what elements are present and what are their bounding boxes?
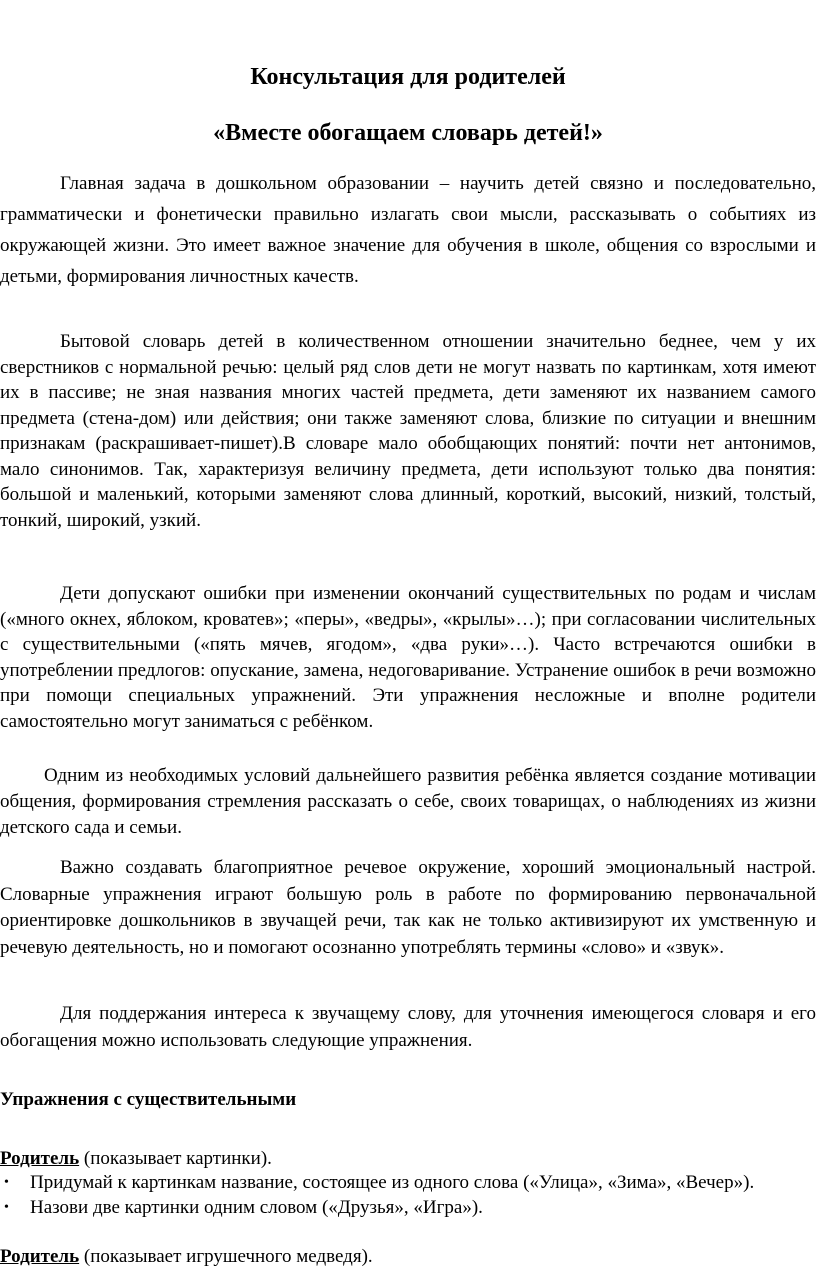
- list-item: [0, 1195, 816, 1220]
- paragraph-main-task: Главная задача в дошкольном образовании – научить детей связно и последовательно, грамматически и фонетически правильно излагать свои мысли, рассказывать о событиях из окружающей жизни. Это имеет важное значение для обучения в школе, общения со взрослыми и детьми, формирования личностных качеств.: [0, 173, 816, 287]
- list-item: [0, 1170, 816, 1195]
- parent-action: (показывает картинки).: [79, 1148, 272, 1169]
- list-item-text: Придумай к картинкам название, состоящее из одного слова («Улица», «Зима», «Вечер»).: [30, 1172, 755, 1193]
- paragraph-environment: Важно создавать благоприятное речевое окружение, хороший эмоциональный настрой. Словарные упражнения играют большую роль в работе по формированию первоначальной ориентировке дошкольников в звучащей речи, так как не только активизируют их умственную и речевую деятельность, но и помогают осознанно употреблять термины «слово» и «звук».: [0, 857, 816, 958]
- parent-instruction-pictures: [0, 1146, 272, 1172]
- paragraph-motivation: Одним из необходимых условий дальнейшего развития ребёнка является создание мотивации общения, формирования стремления рассказать о себе, своих товарищах, о наблюдениях из жизни детского сада и семьи.: [0, 765, 816, 838]
- list-item-text: Назови две картинки одним словом («Друзья», «Игра»).: [30, 1197, 483, 1218]
- bullet-icon: •: [4, 1175, 9, 1190]
- parent-action: (показывает игрушечного медведя).: [79, 1246, 373, 1267]
- paragraph-errors: Дети допускают ошибки при изменении окончаний существительных по родам и числам («много окнех, яблоком, кроватев»; «перы», «ведры», «крылы»…); при согласовании числительных с существительными («пять мячев, ягодом», «два руки»…). Часто встречаются ошибки в употреблении предлогов: опускание, замена, недоговаривание. Устранение ошибок в речи возможно при помощи специальных упражнений. Эти упражнения несложные и вполне родители самостоятельно могут заниматься с ребёнком.: [0, 583, 816, 732]
- exercise-list: [0, 1170, 816, 1220]
- parent-label: Родитель: [0, 1246, 80, 1267]
- parent-label: Родитель: [0, 1148, 80, 1169]
- paragraph-vocabulary: Бытовой словарь детей в количественном отношении значительно беднее, чем у их сверстников с нормальной речью: целый ряд слов дети не могут назвать по картинкам, хотя имеют их в пассиве; не зная названия многих частей предмета, дети заменяют их названием самого предмета (стена-дом) или действия; они также заменяют слова, близкие по ситуации и внешним признакам (раскрашивает-пишет).В словаре мало обобщающих понятий: почти нет антонимов, мало синонимов. Так, характеризуя величину предмета, дети используют только два понятия: большой и маленький, которыми заменяют слова длинный, короткий, высокий, низкий, толстый, тонкий, широкий, узкий.: [0, 331, 816, 531]
- section-heading-nouns: Упражнения с существительными: [0, 1089, 297, 1110]
- bullet-icon: •: [4, 1200, 9, 1215]
- document-title: Консультация для родителей: [250, 64, 566, 90]
- document-subtitle: «Вместе обогащаем словарь детей!»: [213, 120, 603, 146]
- parent-instruction-bear: [0, 1244, 373, 1270]
- paragraph-exercises-intro: Для поддержания интереса к звучащему слову, для уточнения имеющегося словаря и его обогащения можно использовать следующие упражнения.: [0, 1003, 816, 1051]
